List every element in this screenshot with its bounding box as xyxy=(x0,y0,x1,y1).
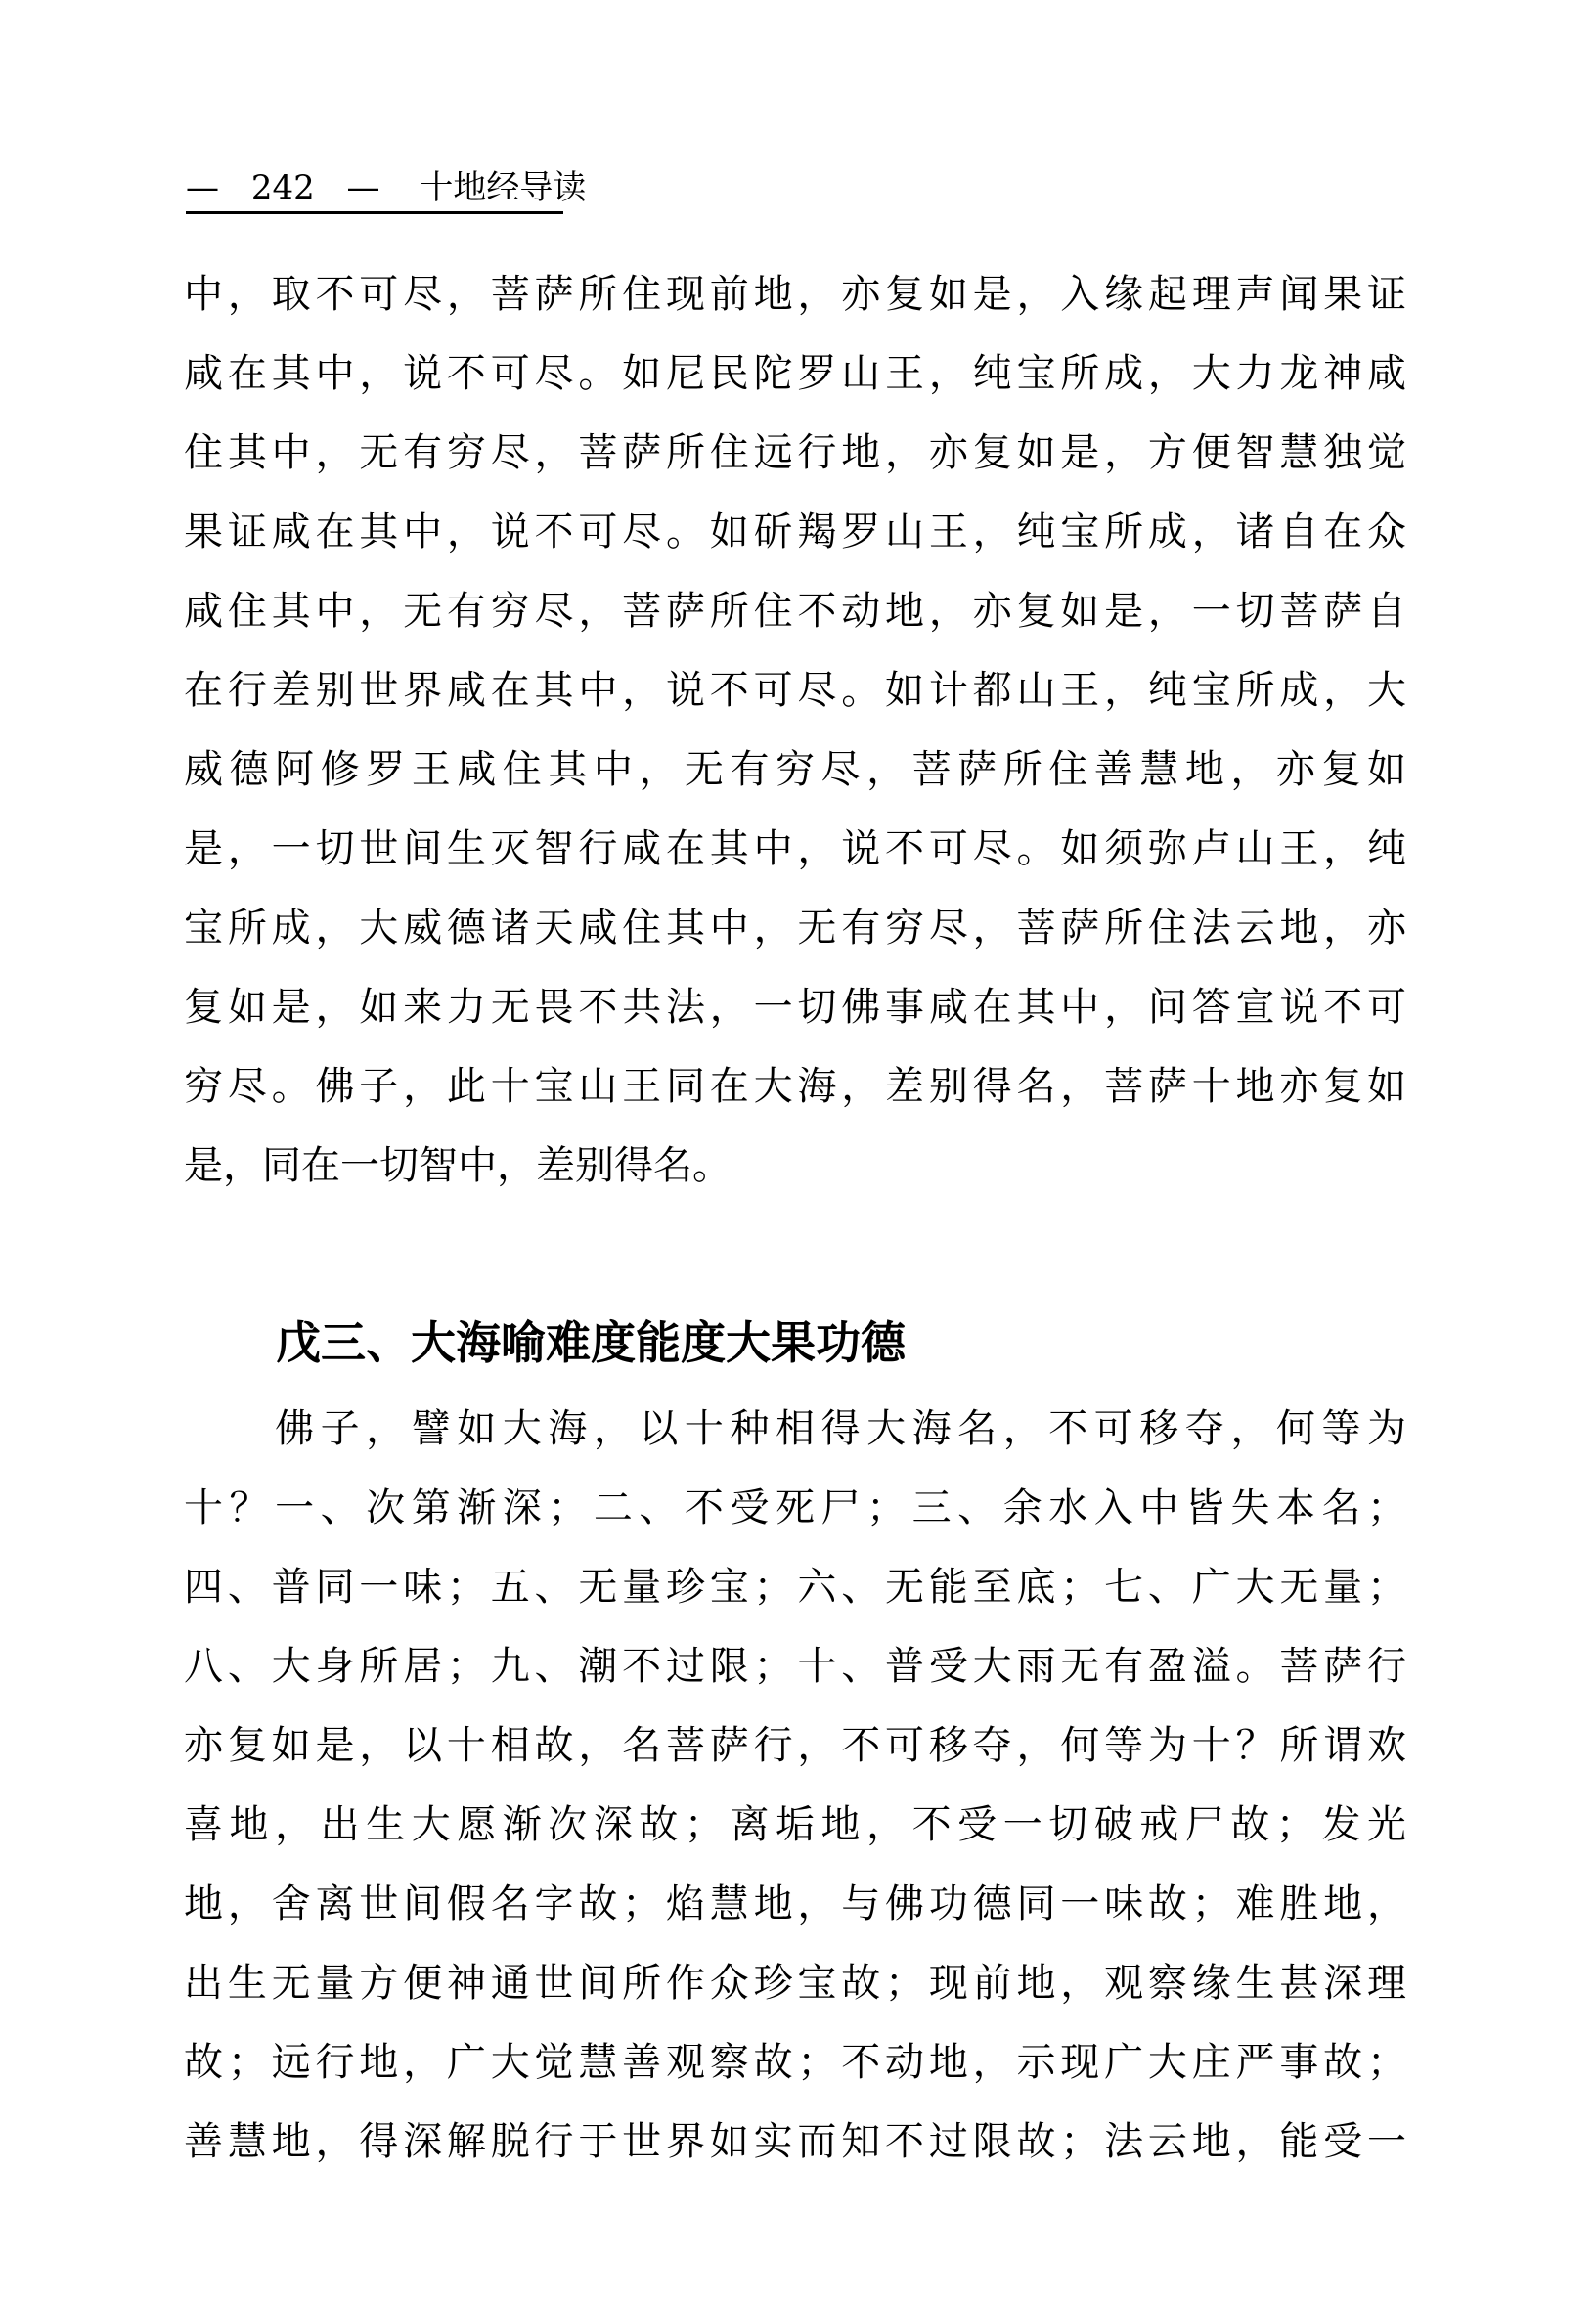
text-line: 咸住其中，无有穷尽，菩萨所住不动地，亦复如是，一切菩萨自 xyxy=(184,589,1406,634)
text-line: 穷尽。佛子，此十宝山王同在大海，差别得名，菩萨十地亦复如 xyxy=(184,1064,1406,1109)
text-line: 复如是，如来力无畏不共法，一切佛事咸在其中，问答宣说不可 xyxy=(184,985,1406,1030)
text-line: 宝所成，大威德诸天咸住其中，无有穷尽，菩萨所住法云地，亦 xyxy=(184,906,1406,951)
text-line: 四、普同一味；五、无量珍宝；六、无能至底；七、广大无量； xyxy=(184,1565,1406,1610)
paragraph-2 xyxy=(184,1390,1406,2182)
paragraph-1 xyxy=(184,255,1406,1206)
text-line: 是，一切世间生灭智行咸在其中，说不可尽。如须弥卢山王，纯 xyxy=(184,826,1406,871)
book-title: 十地经导读 xyxy=(420,168,587,207)
header-right-dash: — xyxy=(346,168,380,207)
section-heading: 戊三、大海喻难度能度大果功德 xyxy=(276,1316,906,1369)
text-line: 十？一、次第渐深；二、不受死尸；三、余水入中皆失本名； xyxy=(184,1485,1406,1530)
text-line: 是，同在一切智中，差别得名。 xyxy=(184,1143,732,1188)
text-line: 地，舍离世间假名字故；焰慧地，与佛功德同一味故；难胜地， xyxy=(184,1882,1406,1927)
text-line: 住其中，无有穷尽，菩萨所住远行地，亦复如是，方便智慧独觉 xyxy=(184,430,1406,475)
text-line: 佛子，譬如大海，以十种相得大海名，不可移夺，何等为 xyxy=(184,1406,1406,1451)
text-line: 善慧地，得深解脱行于世界如实而知不过限故；法云地，能受一 xyxy=(184,2119,1406,2164)
text-line: 果证咸在其中，说不可尽。如斫羯罗山王，纯宝所成，诸自在众 xyxy=(184,509,1406,554)
text-line: 亦复如是，以十相故，名菩萨行，不可移夺，何等为十？所谓欢 xyxy=(184,1723,1406,1768)
text-line: 故；远行地，广大觉慧善观察故；不动地，示现广大庄严事故； xyxy=(184,2040,1406,2085)
text-line: 威德阿修罗王咸住其中，无有穷尽，菩萨所住善慧地，亦复如 xyxy=(184,747,1406,792)
text-line: 中，取不可尽，菩萨所住现前地，亦复如是，入缘起理声闻果证 xyxy=(184,272,1406,317)
page-number: 242 xyxy=(250,168,315,207)
header-left-dash: — xyxy=(186,168,219,207)
text-line: 喜地，出生大愿渐次深故；离垢地，不受一切破戒尸故；发光 xyxy=(184,1802,1406,1847)
page-header xyxy=(186,164,587,214)
text-line: 在行差别世界咸在其中，说不可尽。如计都山王，纯宝所成，大 xyxy=(184,668,1406,713)
text-line: 八、大身所居；九、潮不过限；十、普受大雨无有盈溢。菩萨行 xyxy=(184,1644,1406,1689)
text-line: 咸在其中，说不可尽。如尼民陀罗山王，纯宝所成，大力龙神咸 xyxy=(184,351,1406,396)
text-line: 出生无量方便神通世间所作众珍宝故；现前地，观察缘生甚深理 xyxy=(184,1961,1406,2006)
